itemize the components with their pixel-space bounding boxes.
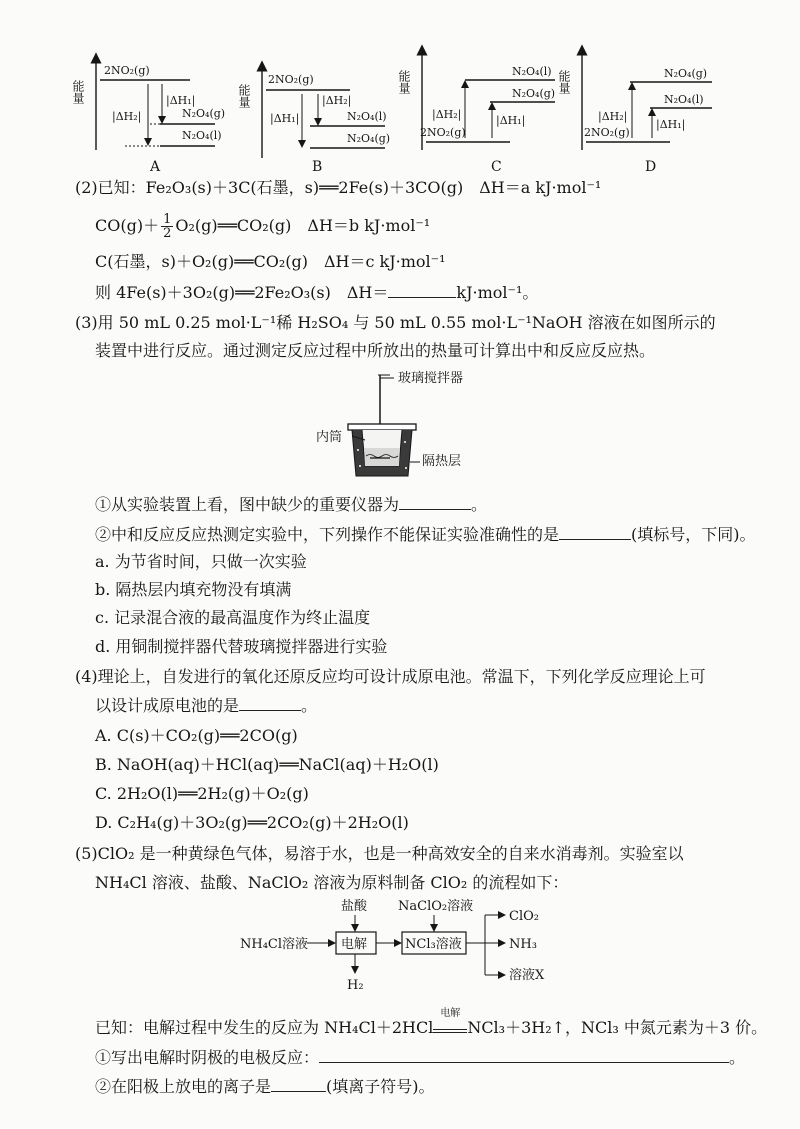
diagram-letter: C — [491, 159, 502, 175]
energy-diagram-c — [397, 50, 555, 175]
flow-out-nh3: NH₃ — [509, 937, 537, 952]
q3-sub1: ①从实验装置上看，图中缺少的重要仪器为 。 — [95, 495, 488, 514]
flow-naclo2: NaClO₂溶液 — [398, 899, 474, 914]
answer-blank[interactable] — [319, 1048, 729, 1063]
energy-diagram-a — [71, 58, 225, 175]
level-low: 2NO₂(g) — [420, 126, 466, 139]
q3-option-b: b. 隔热层内填充物没有填满 — [95, 580, 292, 599]
q2-intro-eq1 — [75, 178, 601, 198]
energy-diagram-d — [557, 50, 712, 175]
diagram-letter: D — [645, 159, 657, 175]
q5-line1: (5)ClO₂ 是一种黄绿色气体，易溶于水，也是一种高效安全的自来水消毒剂。实验室以 — [75, 844, 684, 863]
dh-long: |ΔH₂| — [112, 110, 142, 123]
flow-out-x: 溶液X — [509, 968, 545, 983]
q4-option-c: C. 2H₂O(l)══2H₂(g)＋O₂(g) — [95, 784, 309, 803]
answer-blank[interactable] — [399, 495, 471, 510]
flow-hcl: 盐酸 — [341, 899, 368, 914]
level-top: 2NO₂(g) — [104, 64, 150, 77]
q3-line1: (3)用 50 mL 0.25 mol·L⁻¹稀 H₂SO₄ 与 50 mL 0.55 mol·L⁻¹NaOH 溶液在如图所示的 — [75, 313, 716, 332]
level-mid: N₂O₄(l) — [664, 93, 704, 106]
flow-h2: H₂ — [347, 978, 364, 993]
flow-electrolysis: 电解 — [341, 937, 368, 952]
dh-short: |ΔH₂| — [322, 94, 352, 107]
energy-diagrams — [0, 0, 800, 180]
flow-ncl3: NCl₃溶液 — [405, 937, 462, 952]
q2-eq4: 则 4Fe(s)＋3O₂(g)══2Fe₂O₃(s) ΔH＝ kJ·mol⁻¹。 — [95, 283, 539, 302]
q4-option-b: B. NaOH(aq)＋HCl(aq)══NaCl(aq)＋H₂O(l) — [95, 755, 439, 774]
q5-sub1: ①写出电解时阴极的电极反应： 。 — [95, 1048, 746, 1067]
q5-line2: NH₄Cl 溶液、盐酸、NaClO₂ 溶液为原料制备 ClO₂ 的流程如下： — [95, 873, 569, 892]
q4-line1: (4)理论上，自发进行的氧化还原反应均可设计成原电池。常温下，下列化学反应理论上可 — [75, 667, 706, 686]
q3-option-d: d. 用铜制搅拌器代替玻璃搅拌器进行实验 — [95, 637, 388, 656]
label-insulation: 隔热层 — [422, 454, 462, 469]
q2-eq1: Fe₂O₃(s)＋3C(石墨，s)══2Fe(s)＋3CO(g) ΔH＝a kJ·mol⁻¹ — [145, 178, 602, 197]
level-low: 2NO₂(g) — [584, 126, 630, 139]
level-top: N₂O₄(g) — [664, 67, 708, 80]
level-mid: N₂O₄(l) — [347, 110, 387, 123]
energy-axis-label: 能量 — [71, 80, 85, 104]
level-top: N₂O₄(l) — [512, 65, 552, 78]
q2-eq2: CO(g)＋ $\frac{1}{2}$ O₂(g)══CO₂(g) ΔH＝b kJ·mol⁻¹ — [95, 212, 431, 241]
energy-axis-label: 能量 — [557, 70, 571, 94]
dh-long: |ΔH₂| — [598, 110, 628, 123]
energy-axis-label: 能量 — [397, 70, 411, 94]
level-low: N₂O₄(g) — [347, 132, 391, 145]
diagram-letter: B — [312, 159, 323, 175]
flow-out-clo2: ClO₂ — [509, 909, 539, 924]
dh-long: |ΔH₂| — [432, 108, 462, 121]
q4-option-d: D. C₂H₄(g)＋3O₂(g)══2CO₂(g)＋2H₂O(l) — [95, 813, 409, 832]
q2-eq3: C(石墨，s)＋O₂(g)══CO₂(g) ΔH＝c kJ·mol⁻¹ — [95, 252, 446, 271]
q5-known: 已知：电解过程中发生的反应为 NH₄Cl＋2HCl 电解 NCl₃＋3H₂↑，NCl₃ 中氮元素为＋3 价。 — [95, 1008, 768, 1037]
answer-blank[interactable] — [271, 1077, 326, 1092]
level-top: 2NO₂(g) — [268, 73, 314, 86]
energy-axis-label: 能量 — [237, 84, 251, 108]
fraction-half: $\frac{1}{2}$ — [163, 212, 172, 241]
energy-diagram-b — [237, 66, 390, 175]
dh-long: |ΔH₁| — [270, 112, 300, 125]
reaction-arrow-electrolysis: 电解 — [433, 1020, 467, 1033]
answer-blank[interactable] — [559, 525, 631, 540]
level-mid: N₂O₄(g) — [512, 87, 556, 100]
q2-intro: (2)已知： — [75, 178, 146, 197]
q4-line2: 以设计成原电池的是 。 — [95, 696, 318, 715]
q3-option-a: a. 为节省时间，只做一次实验 — [95, 552, 307, 571]
flow-input: NH₄Cl溶液 — [240, 937, 309, 952]
label-inner-cup: 内筒 — [316, 430, 343, 445]
diagram-letter: A — [150, 159, 161, 175]
dh-short: |ΔH₁| — [496, 114, 526, 127]
q4-option-a: A. C(s)＋CO₂(g)══2CO(g) — [95, 726, 298, 745]
answer-blank[interactable] — [388, 283, 456, 298]
level-low: N₂O₄(l) — [182, 129, 222, 142]
dh-short: |ΔH₁| — [166, 94, 196, 107]
q3-option-c: c. 记录混合液的最高温度作为终止温度 — [95, 608, 371, 627]
q5-sub2: ②在阳极上放电的离子是 (填离子符号)。 — [95, 1077, 435, 1096]
answer-blank[interactable] — [239, 696, 301, 711]
dh-short: |ΔH₁| — [656, 118, 686, 131]
label-glass-stirrer: 玻璃搅拌器 — [398, 371, 464, 386]
q3-sub2: ②中和反应反应热测定实验中，下列操作不能保证实验准确性的是 (填标号，下同)。 — [95, 525, 756, 544]
q3-line2: 装置中进行反应。通过测定反应过程中所放出的热量可计算出中和反应反应热。 — [95, 341, 656, 360]
level-mid: N₂O₄(g) — [182, 107, 226, 120]
